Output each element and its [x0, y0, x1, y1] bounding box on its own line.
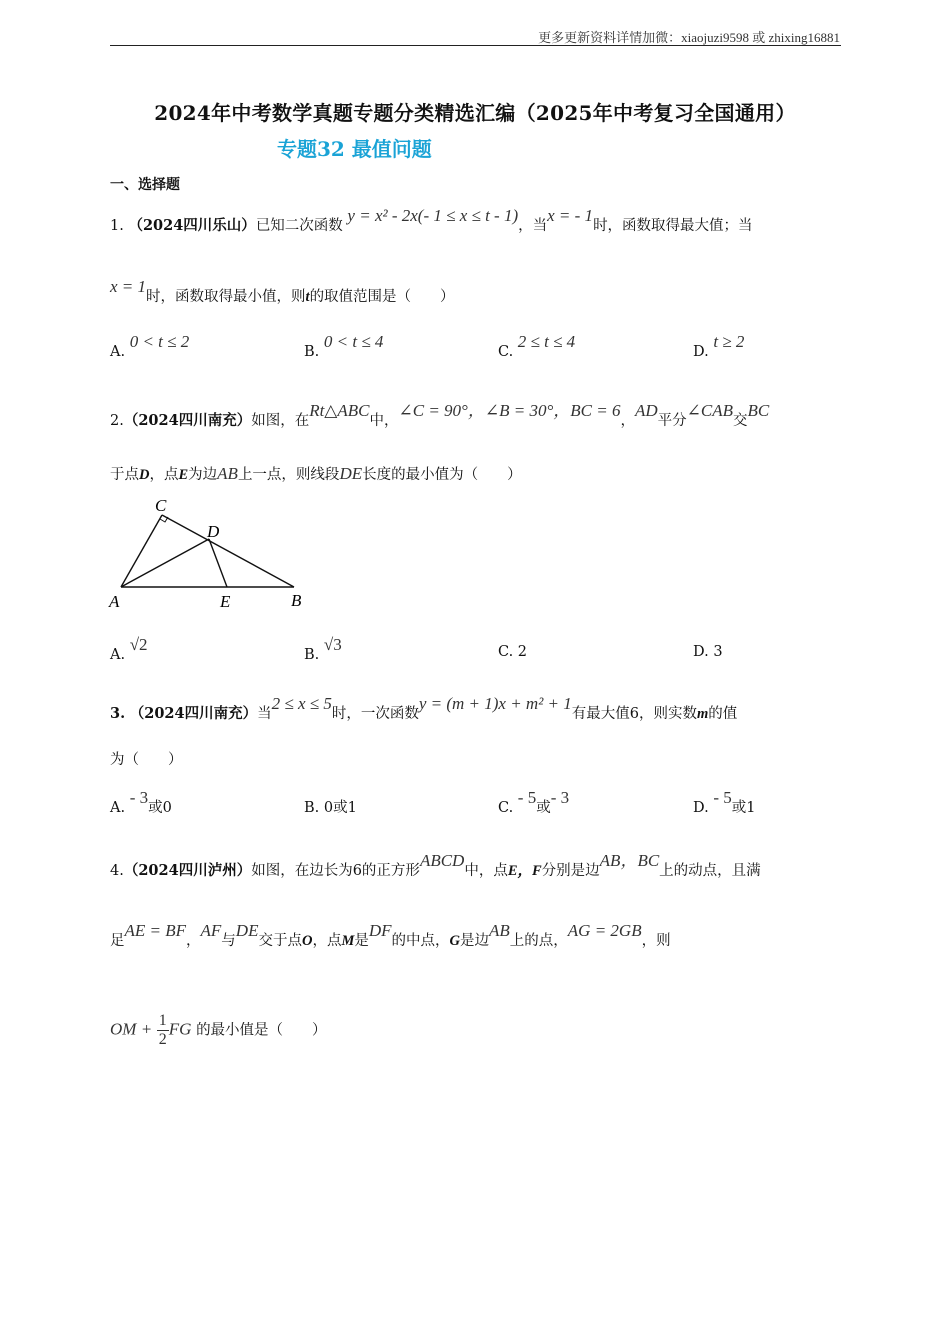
q2-formula-de: DE	[339, 464, 363, 483]
q4-line-2	[110, 921, 841, 950]
option-label: A.	[110, 800, 126, 816]
q4-line-1	[110, 851, 841, 880]
option-value: - 3	[129, 788, 149, 807]
q4-text-2: 中，点	[464, 863, 508, 879]
q2-var-e: E	[178, 467, 189, 483]
q1-option-a[interactable]	[110, 332, 190, 361]
q4-fraction-half	[157, 1012, 169, 1049]
fraction-denominator: 2	[158, 1031, 167, 1048]
q3-text-4: 的值	[708, 706, 738, 722]
q4-var-ef: E，F	[507, 863, 542, 879]
q4-formula-de: DE	[235, 921, 259, 940]
section-heading: 一、选择题	[110, 177, 180, 193]
option-value-text: 0或1	[323, 800, 357, 816]
q3-text-1: 当	[257, 706, 272, 722]
q4-formula-ag-2gb: AG = 2GB	[567, 921, 642, 940]
q2-text-2: 中，	[369, 413, 399, 429]
q1-option-c[interactable]	[498, 332, 576, 361]
q1-line-1	[110, 206, 841, 235]
q4-formula-ab-bc: AB，BC	[599, 851, 660, 870]
q2-text-10: 长度的最小值为（ ）	[362, 467, 522, 483]
label-c: C	[155, 496, 167, 515]
q3-option-c[interactable]	[498, 788, 570, 817]
option-label: B.	[304, 800, 320, 816]
q2-formula-bc: BC	[747, 401, 770, 420]
label-e: E	[220, 592, 231, 611]
q4-text-12: 是边	[460, 933, 490, 949]
q4-text-11: 的中点，	[391, 933, 450, 949]
q1-text-3: 时，函数取得最大值；当	[593, 218, 753, 234]
q2-number: 2.	[110, 413, 124, 429]
option-value: √3	[323, 635, 342, 654]
q3-text-2: 时，一次函数	[331, 706, 419, 722]
q2-option-d[interactable]	[693, 644, 723, 660]
q3-line-1	[110, 694, 841, 723]
q3-option-a[interactable]	[110, 788, 172, 817]
q3-text-3: 有最大值6，则实数	[571, 706, 698, 722]
option-label: C.	[498, 644, 514, 660]
q2-var-d: D	[139, 467, 150, 483]
header-note: 更多更新资料详情加微：xiaojuzi9598 或 zhixing16881	[538, 30, 840, 45]
q4-formula-abcd: ABCD	[419, 851, 465, 870]
q4-formula-ae-bf: AE = BF	[124, 921, 187, 940]
q2-option-c[interactable]	[498, 644, 527, 660]
q1-text-2: ，当	[518, 218, 548, 234]
option-value: 2 ≤ t ≤ 4	[517, 332, 576, 351]
q1-formula-function: y = x² - 2x(- 1 ≤ x ≤ t - 1)	[347, 206, 519, 225]
q3-var-m: m	[697, 706, 709, 722]
q3-line-2	[110, 748, 841, 769]
q4-formula-df: DF	[368, 921, 392, 940]
option-value-text: 或0	[148, 800, 172, 816]
label-d: D	[207, 522, 220, 541]
main-title: 2024年中考数学真题专题分类精选汇编（2025年中考复习全国通用）	[154, 101, 796, 125]
option-value: √2	[129, 635, 148, 654]
q1-text-5: 的取值范围是（ ）	[309, 289, 455, 305]
q4-text-4: 上的动点，且满	[659, 863, 761, 879]
q1-option-d[interactable]	[693, 332, 745, 361]
q2-figure-triangle	[105, 490, 315, 615]
header-rule	[110, 45, 841, 46]
q1-text-1: 已知二次函数	[255, 218, 343, 234]
q3-option-d[interactable]	[693, 788, 756, 817]
q1-line-2	[110, 277, 841, 306]
q4-text-8: 交于点	[258, 933, 302, 949]
option-value: t ≥ 2	[713, 332, 745, 351]
q2-formula-angles: ∠C = 90°，∠B = 30°，BC = 6	[398, 401, 621, 420]
option-label: C.	[498, 344, 514, 360]
q3-number: 3.	[110, 705, 126, 722]
q4-text-14: ，则	[641, 933, 671, 949]
q1-option-b[interactable]	[304, 332, 384, 361]
q2-text-1: 如图，在	[251, 413, 310, 429]
q3-formula-range: 2 ≤ x ≤ 5	[271, 694, 332, 713]
q2-text-7: ，点	[149, 467, 179, 483]
option-value-2: - 3	[550, 788, 570, 807]
option-value-text: 或1	[731, 800, 756, 816]
option-value: - 5	[517, 788, 537, 807]
option-label: D.	[693, 800, 709, 816]
option-value: 0 < t ≤ 2	[129, 332, 190, 351]
option-label: A.	[110, 647, 126, 663]
q4-var-g: G	[449, 933, 461, 949]
option-label: D.	[693, 644, 709, 660]
q3-formula-linear: y = (m + 1)x + m² + 1	[418, 694, 572, 713]
q4-formula-af: AF	[200, 921, 222, 940]
option-label: B.	[304, 647, 320, 663]
q4-source: （2024四川泸州）	[123, 862, 252, 879]
q2-source: （2024四川南充）	[123, 412, 252, 429]
q2-text-5: 交	[732, 413, 748, 429]
q2-formula-ab: AB	[217, 464, 238, 483]
q4-text-13: 上的点，	[509, 933, 568, 949]
q2-text-3: ，	[620, 413, 635, 429]
option-value: - 5	[713, 788, 732, 807]
q2-formula-triangle: Rt△ABC	[309, 401, 370, 420]
q1-formula-x-1: x = 1	[110, 277, 147, 296]
option-label: A.	[110, 344, 126, 360]
q2-text-6: 于点	[110, 467, 139, 483]
q1-var-t: t	[305, 289, 310, 305]
q2-option-b[interactable]	[304, 635, 342, 664]
q4-text-7: 与	[221, 933, 236, 949]
q4-formula-fg: FG	[168, 1019, 192, 1039]
q4-var-o: O	[301, 933, 313, 949]
q2-line-1	[110, 401, 841, 430]
q4-text-5: 足	[110, 933, 125, 949]
fraction-numerator: 1	[158, 1012, 167, 1029]
label-b: B	[291, 591, 302, 610]
option-label: B.	[304, 344, 320, 360]
q3-option-b[interactable]	[304, 796, 357, 817]
q2-text-8: 为边	[188, 467, 218, 483]
q4-line-3	[110, 1012, 841, 1049]
subtitle: 专题32 最值问题	[277, 137, 432, 161]
q3-text-5: 为（ ）	[110, 752, 183, 768]
option-value: 0 < t ≤ 4	[323, 332, 384, 351]
option-value: 2	[517, 644, 528, 660]
q2-text-4: 平分	[657, 413, 687, 429]
option-value: 3	[713, 644, 723, 660]
q4-text-15: 的最小值是（ ）	[196, 1022, 327, 1039]
q2-text-9: 上一点，则线段	[237, 467, 340, 483]
q4-text-1: 如图，在边长为6的正方形	[251, 863, 420, 879]
q1-text-4: 时，函数取得最小值，则	[146, 289, 306, 305]
q4-text-6: ，	[186, 933, 201, 949]
q4-var-m: M	[341, 933, 355, 949]
q4-text-9: ，点	[312, 933, 342, 949]
q2-formula-ad: AD	[634, 401, 658, 420]
q4-text-10: 是	[354, 933, 369, 949]
q4-text-3: 分别是边	[541, 863, 600, 879]
q4-formula-om: OM +	[110, 1019, 153, 1039]
option-value-text: 或	[536, 800, 551, 816]
q4-formula-ab: AB	[489, 921, 510, 940]
q1-source: （2024四川乐山）	[128, 217, 256, 234]
label-a: A	[109, 592, 120, 611]
option-label: C.	[498, 800, 514, 816]
q3-source: （2024四川南充）	[129, 705, 258, 722]
q2-line-2	[110, 463, 841, 484]
q4-number: 4.	[110, 863, 124, 879]
option-label: D.	[693, 344, 709, 360]
q2-formula-cab: ∠CAB	[686, 401, 733, 420]
q1-number: 1.	[110, 218, 124, 234]
q2-option-a[interactable]	[110, 635, 148, 664]
segment-cb	[162, 515, 294, 587]
q1-formula-x-neg1: x = - 1	[547, 206, 594, 225]
